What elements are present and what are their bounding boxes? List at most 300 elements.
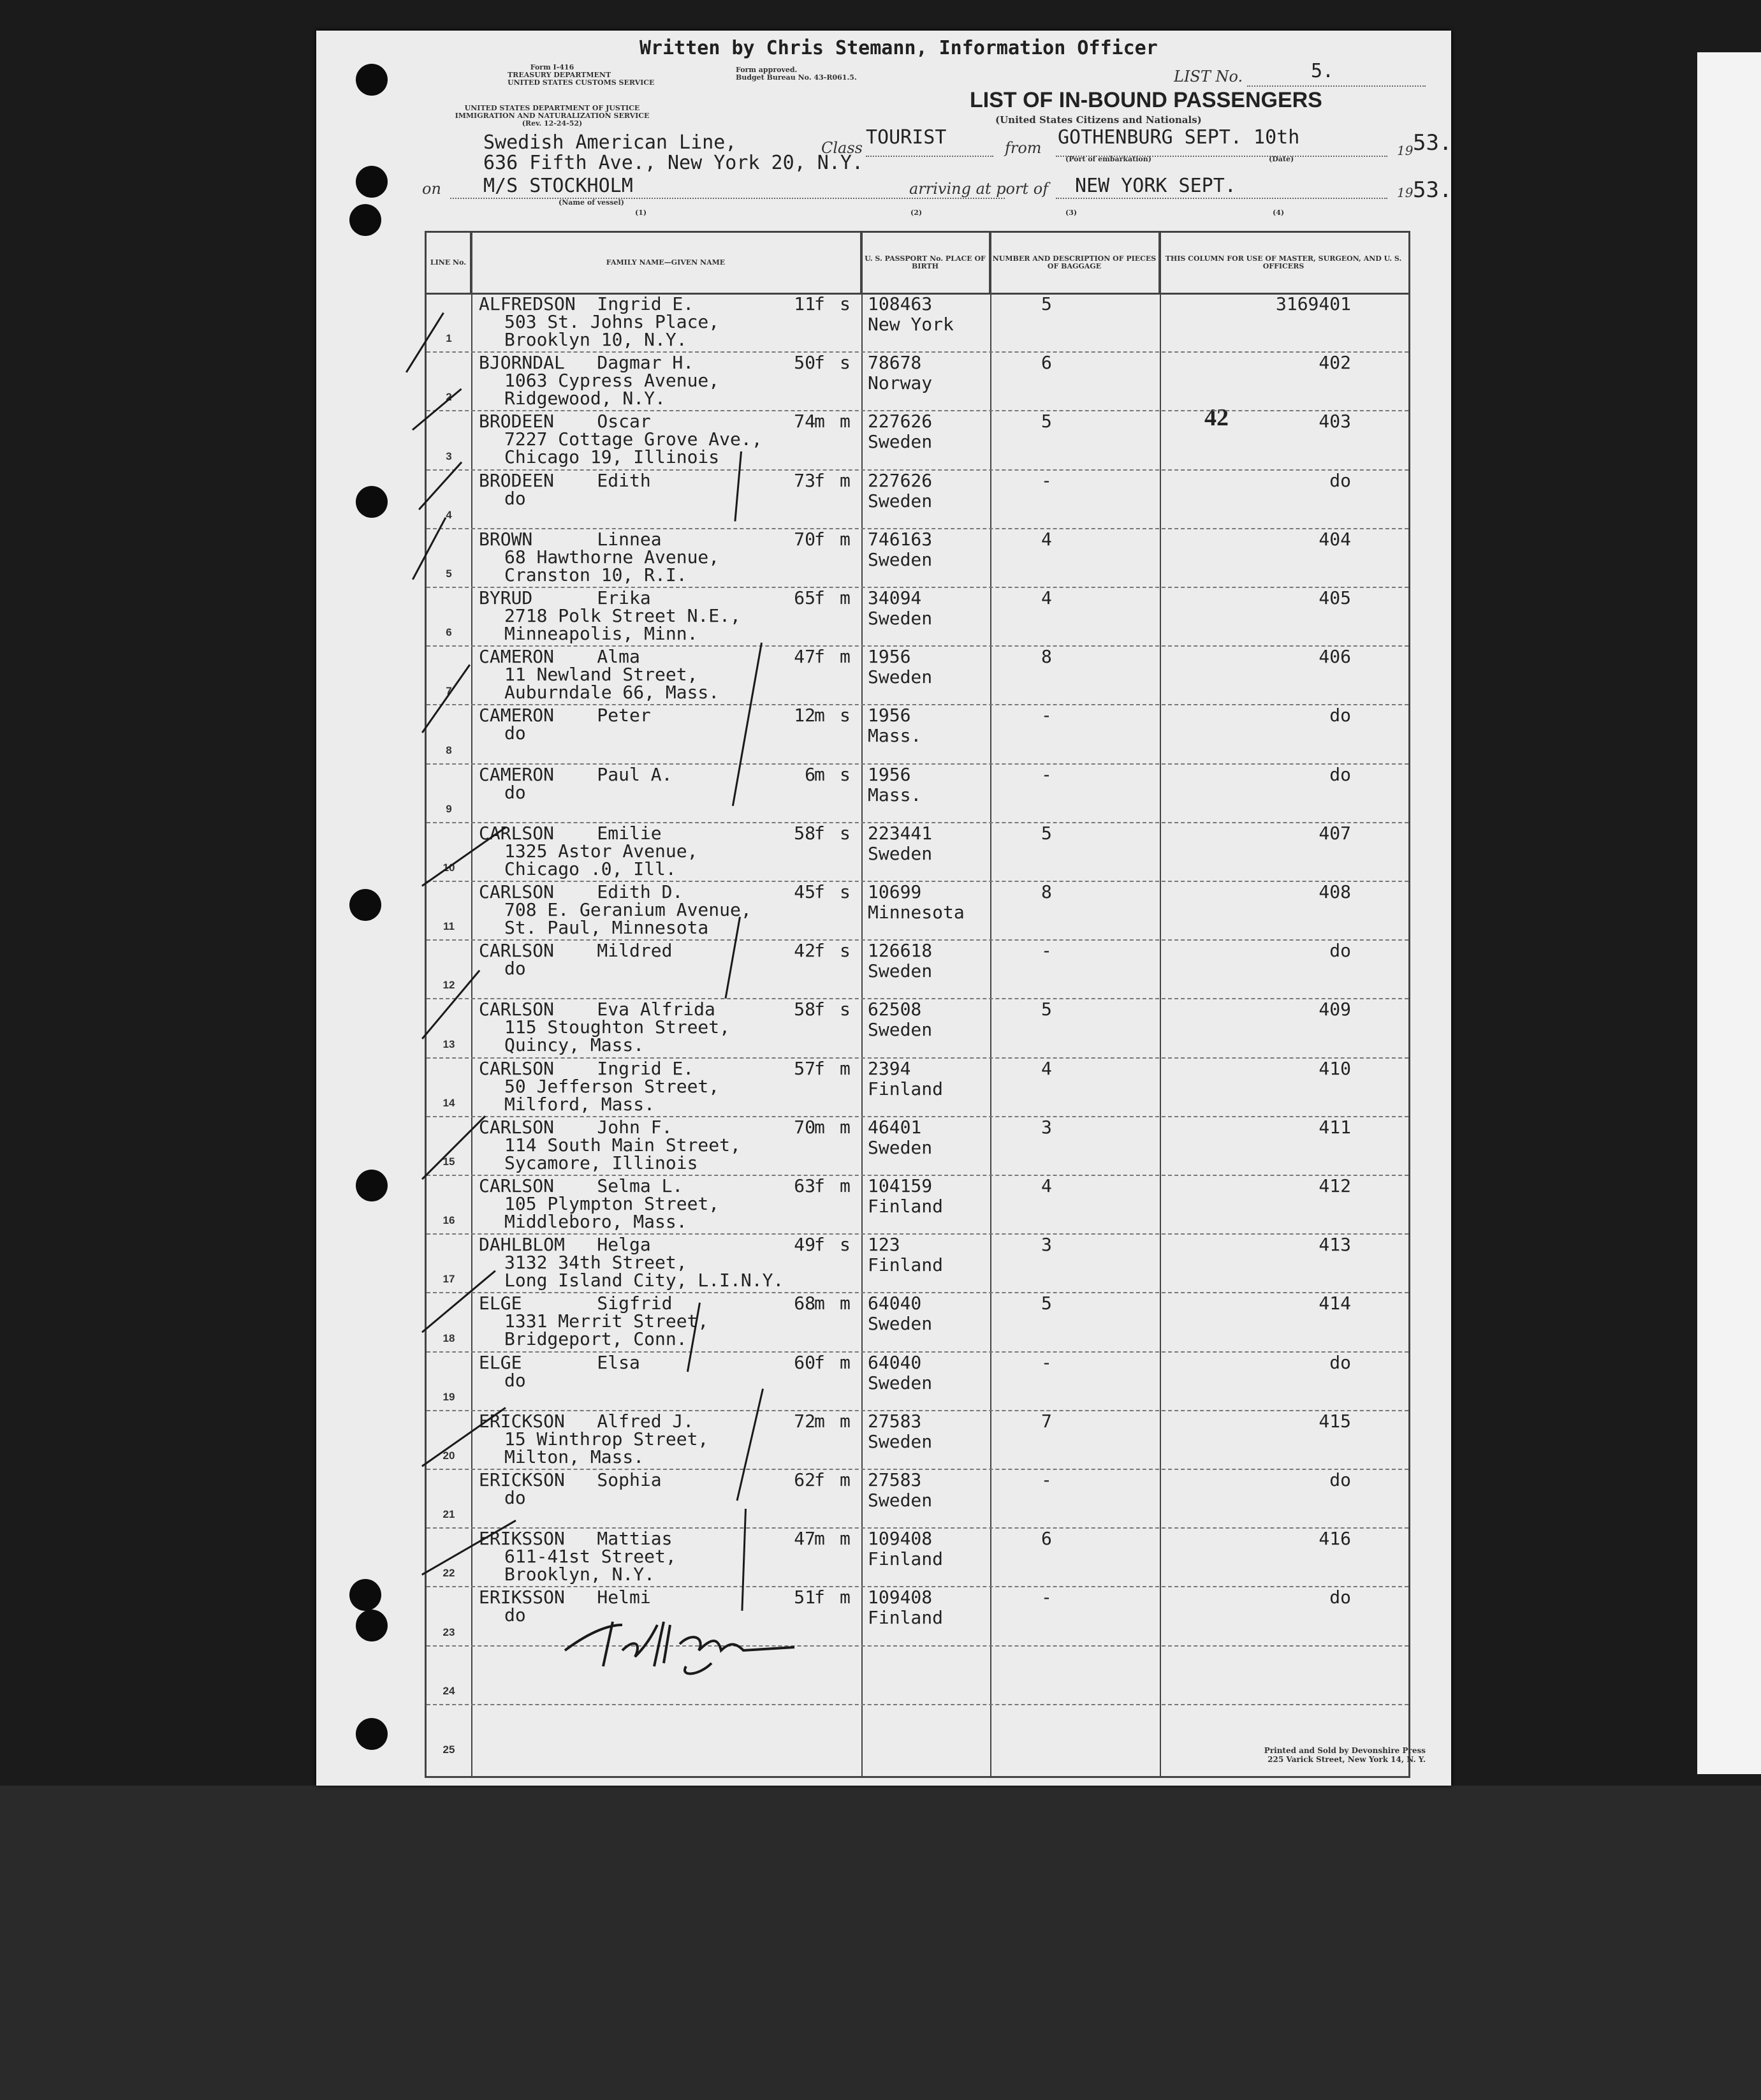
passenger-sex: f [814, 1469, 825, 1490]
place-of-birth: Sweden [868, 1490, 933, 1511]
passport-number: 126618 [868, 940, 933, 962]
passenger-age: 65 [794, 587, 815, 608]
passenger-name: CARLSON Emilie [479, 822, 662, 844]
passenger-name: ELGE Sigfrid [479, 1293, 673, 1314]
customs-text: UNITED STATES CUSTOMS SERVICE [508, 78, 655, 87]
passenger-address-1: 1325 Astor Avenue, [504, 840, 698, 862]
passenger-address-2: Auburndale 66, Mass. [504, 682, 720, 703]
punch-hole [356, 1170, 388, 1201]
passenger-address-1: 105 Plympton Street, [504, 1193, 720, 1214]
line-number: 17 [442, 1273, 455, 1286]
baggage-count: 4 [1041, 1057, 1052, 1079]
passenger-address-1: 115 Stoughton Street, [504, 1017, 731, 1038]
shipping-address: 636 Fifth Ave., New York 20, N.Y. [483, 152, 864, 174]
passport-number: 34094 [868, 587, 922, 608]
passenger-age: 12 [794, 705, 815, 726]
passenger-name: CARLSON Mildred [479, 940, 673, 962]
passenger-age: 57 [794, 1057, 815, 1079]
passenger-age: 58 [794, 999, 815, 1020]
passenger-age: 6 [805, 763, 815, 785]
passenger-address-1: 611-41st Street, [504, 1546, 676, 1568]
passport-number: 223441 [868, 822, 933, 844]
passenger-address-2: Bridgeport, Conn. [504, 1328, 687, 1350]
line-number: 21 [442, 1508, 455, 1521]
officer-number: do [1329, 1469, 1351, 1490]
passenger-address-1: 1063 Cypress Avenue, [504, 370, 720, 392]
marital-status: m [840, 1587, 851, 1608]
passenger-sex: m [814, 763, 825, 785]
passenger-name: ALFREDSON Ingrid E. [479, 293, 694, 314]
marital-status: m [840, 1410, 851, 1432]
line-number: 18 [442, 1332, 455, 1344]
passenger-sex: f [814, 1351, 825, 1373]
line-number: 5 [446, 568, 452, 580]
header-line-no: LINE No. [427, 233, 471, 293]
passenger-address-2: Milton, Mass. [504, 1446, 645, 1467]
passport-number: 227626 [868, 469, 933, 491]
marital-status: m [840, 1528, 851, 1550]
signature [552, 1606, 820, 1682]
officer-number: 413 [1319, 1234, 1351, 1256]
passenger-sex: f [814, 646, 825, 668]
punch-hole [349, 889, 381, 921]
line-number: 12 [442, 979, 455, 992]
passenger-name: CARLSON John F. [479, 1116, 673, 1138]
passenger-sex: f [814, 528, 825, 550]
col-divider [861, 233, 863, 1776]
officer-number: 415 [1319, 1410, 1351, 1432]
marital-status: s [840, 705, 851, 726]
place-of-birth: Finland [868, 1254, 944, 1276]
passenger-name: CAMERON Paul A. [479, 763, 673, 785]
officer-number: 404 [1319, 528, 1351, 550]
marital-status: s [840, 999, 851, 1020]
passenger-age: 49 [794, 1234, 815, 1256]
passenger-age: 50 [794, 352, 815, 374]
passenger-sex: f [814, 352, 825, 374]
baggage-count: 4 [1041, 1175, 1052, 1196]
passenger-address-1: do [504, 1369, 526, 1391]
passenger-address-2: Chicago .0, Ill. [504, 858, 676, 879]
officer-number: 406 [1319, 646, 1351, 668]
col-num-1: (1) [635, 209, 647, 217]
baggage-count: 5 [1041, 822, 1052, 844]
passport-number: 64040 [868, 1293, 922, 1314]
passenger-sex: m [814, 705, 825, 726]
year-1: 53. [1413, 130, 1452, 156]
passenger-name: BRODEEN Oscar [479, 411, 651, 432]
marital-status: m [840, 528, 851, 550]
footer-line-2: 225 Varick Street, New York 14, N. Y. [1268, 1755, 1426, 1764]
passenger-address-1: 1331 Merrit Street, [504, 1311, 709, 1332]
budget-approval [736, 66, 857, 82]
place-of-birth: Sweden [868, 608, 933, 629]
passenger-address-2: Brooklyn, N.Y. [504, 1564, 655, 1585]
marital-status: s [840, 822, 851, 844]
passenger-age: 47 [794, 646, 815, 668]
passenger-age: 72 [794, 1410, 815, 1432]
passenger-name: ELGE Elsa [479, 1351, 640, 1373]
marital-status: m [840, 469, 851, 491]
place-of-birth: Sweden [868, 548, 933, 570]
arriving-label: arriving at port of [909, 180, 1049, 198]
officer-number: do [1329, 1587, 1351, 1608]
passenger-address-1: do [504, 781, 526, 803]
class-value: TOURIST [866, 126, 947, 149]
passenger-address-1: 2718 Polk Street N.E., [504, 605, 741, 626]
passenger-sex: f [814, 940, 825, 962]
officer-number: 403 [1319, 411, 1351, 432]
officer-number: 407 [1319, 822, 1351, 844]
place-of-birth: Sweden [868, 1019, 933, 1041]
place-of-birth: Finland [868, 1548, 944, 1570]
passenger-name: CARLSON Ingrid E. [479, 1057, 694, 1079]
passport-number: 64040 [868, 1351, 922, 1373]
port-embark-caption: (Port of embarkation) [1065, 155, 1151, 163]
arrival-underline [1056, 198, 1387, 199]
adjacent-page-edge [1697, 52, 1761, 1774]
passenger-address-2: Cranston 10, R.I. [504, 564, 687, 585]
passenger-address-1: do [504, 958, 526, 980]
baggage-count: 3 [1041, 1234, 1052, 1256]
baggage-count: 8 [1041, 646, 1052, 668]
punch-hole [356, 166, 388, 198]
passenger-name: BYRUD Erika [479, 587, 651, 608]
officer-number: do [1329, 1351, 1351, 1373]
passenger-address-1: do [504, 1604, 526, 1626]
list-label: LIST No. [1174, 68, 1243, 85]
place-of-birth: Finland [868, 1078, 944, 1099]
officer-number: do [1329, 940, 1351, 962]
passenger-sex: f [814, 822, 825, 844]
passenger-address-1: 68 Hawthorne Avenue, [504, 546, 720, 568]
line-number: 1 [446, 332, 452, 345]
place-of-birth: Finland [868, 1196, 944, 1217]
approved-text: Form approved. [736, 66, 798, 74]
list-underline [1247, 85, 1426, 87]
place-of-birth: Norway [868, 372, 933, 394]
list-number: 5. [1311, 60, 1334, 82]
marital-status: m [840, 1116, 851, 1138]
rev-text: (Rev. 12-24-52) [522, 119, 583, 128]
form-no-text: Form I-416 [530, 63, 574, 71]
passenger-name: BROWN Linnea [479, 528, 662, 550]
passenger-address-2: St. Paul, Minnesota [504, 917, 709, 938]
ins-text: IMMIGRATION AND NATURALIZATION SERVICE [455, 112, 650, 120]
line-number: 15 [442, 1156, 455, 1168]
place-of-birth: Sweden [868, 431, 933, 453]
passenger-age: 62 [794, 1469, 815, 1490]
officer-number: 410 [1319, 1057, 1351, 1079]
marital-status: m [840, 1351, 851, 1373]
watermark-caption: Written by Chris Stemann, Information Officer [639, 37, 1158, 59]
passenger-name: ERICKSON Sophia [479, 1469, 662, 1490]
footer-line-1: Printed and Sold by Devonshire Press [1264, 1746, 1426, 1755]
vessel-caption: (Name of vessel) [559, 198, 624, 207]
marital-status: s [840, 881, 851, 902]
place-of-birth: Sweden [868, 960, 933, 982]
passenger-name: ERIKSSON Helmi [479, 1587, 651, 1608]
passenger-address-1: 50 Jefferson Street, [504, 1075, 720, 1097]
justice-text: UNITED STATES DEPARTMENT OF JUSTICE [464, 104, 640, 112]
passenger-address-2: Brooklyn 10, N.Y. [504, 329, 687, 350]
passenger-address-1: do [504, 1487, 526, 1508]
header-name: FAMILY NAME—GIVEN NAME [471, 233, 861, 293]
passenger-address-2: Minneapolis, Minn. [504, 623, 698, 644]
line-number: 9 [446, 802, 452, 815]
passenger-address-1: 11 Newland Street, [504, 664, 698, 686]
officer-number: 411 [1319, 1116, 1351, 1138]
col-num-3: (3) [1065, 209, 1078, 217]
passenger-address-2: Milford, Mass. [504, 1093, 655, 1115]
passport-number: 1956 [868, 763, 911, 785]
marital-status: m [840, 587, 851, 608]
baggage-count: - [1041, 763, 1052, 785]
vessel-name: M/S STOCKHOLM [483, 175, 633, 197]
officer-number: 416 [1319, 1528, 1351, 1550]
passport-number: 10699 [868, 881, 922, 902]
place-of-birth: Minnesota [868, 902, 965, 923]
baggage-count: - [1041, 705, 1052, 726]
date-caption: (Date) [1269, 155, 1294, 163]
passenger-name: ERIKSSON Mattias [479, 1528, 673, 1550]
passenger-address-1: 708 E. Geranium Avenue, [504, 899, 752, 920]
marital-status: m [840, 411, 851, 432]
col-num-4: (4) [1273, 209, 1285, 217]
baggage-count: 5 [1041, 411, 1052, 432]
col-divider [990, 233, 991, 1776]
marital-status: s [840, 763, 851, 785]
marital-status: m [840, 1293, 851, 1314]
baggage-count: 7 [1041, 1410, 1052, 1432]
punch-hole [356, 1718, 388, 1750]
passport-number: 27583 [868, 1469, 922, 1490]
passenger-address-1: 3132 34th Street, [504, 1252, 687, 1274]
passport-number: 62508 [868, 999, 922, 1020]
page-title: LIST OF IN-BOUND PASSENGERS [970, 88, 1322, 112]
line-number: 20 [442, 1450, 455, 1462]
class-underline [866, 156, 993, 157]
passenger-sex: f [814, 293, 825, 314]
marital-status: s [840, 940, 851, 962]
passport-number: 2394 [868, 1057, 911, 1079]
passport-number: 1956 [868, 646, 911, 668]
punch-hole [349, 1579, 381, 1611]
passenger-name: BJORNDAL Dagmar H. [479, 352, 694, 374]
baggage-count: 5 [1041, 999, 1052, 1020]
passenger-sex: f [814, 1234, 825, 1256]
place-of-birth: Sweden [868, 1372, 933, 1393]
baggage-count: - [1041, 1469, 1052, 1490]
passport-number: 104159 [868, 1175, 933, 1196]
passenger-address-1: do [504, 723, 526, 744]
passenger-address-1: 114 South Main Street, [504, 1134, 741, 1156]
baggage-count: 6 [1041, 352, 1052, 374]
marital-status: s [840, 352, 851, 374]
line-number: 24 [442, 1684, 455, 1697]
officer-number: 405 [1319, 587, 1351, 608]
passenger-age: 60 [794, 1351, 815, 1373]
line-number: 8 [446, 744, 452, 756]
passenger-address-2: Quincy, Mass. [504, 1034, 645, 1056]
baggage-count: 8 [1041, 881, 1052, 902]
passenger-sex: m [814, 1528, 825, 1550]
passport-number: 227626 [868, 411, 933, 432]
line-number: 23 [442, 1626, 455, 1638]
passenger-age: 63 [794, 1175, 815, 1196]
passenger-age: 73 [794, 469, 815, 491]
from-label: from [1005, 139, 1042, 157]
line-number: 6 [446, 626, 452, 639]
line-number: 3 [446, 450, 452, 462]
punch-hole [356, 1610, 388, 1641]
place-of-birth: Sweden [868, 666, 933, 688]
line-number: 11 [443, 920, 455, 933]
passenger-age: 47 [794, 1528, 815, 1550]
passenger-name: DAHLBLOM Helga [479, 1234, 651, 1256]
header-passport: U. S. PASSPORT No. PLACE OF BIRTH [861, 233, 990, 293]
year-prefix: 19 [1397, 143, 1414, 158]
marital-status: m [840, 1057, 851, 1079]
passport-number: 109408 [868, 1528, 933, 1550]
marital-status: m [840, 1175, 851, 1196]
passenger-age: 58 [794, 822, 815, 844]
vessel-underline [450, 198, 1005, 199]
passenger-sex: m [814, 1116, 825, 1138]
baggage-count: 5 [1041, 1293, 1052, 1314]
row-divider [427, 1704, 1408, 1705]
passenger-name: BRODEEN Edith [479, 469, 651, 491]
passenger-age: 70 [794, 1116, 815, 1138]
passenger-name: CAMERON Peter [479, 705, 651, 726]
form-number [508, 63, 655, 87]
passenger-sex: f [814, 469, 825, 491]
line-number: 22 [442, 1567, 455, 1580]
officer-number: 402 [1319, 352, 1351, 374]
baggage-count: 5 [1041, 293, 1052, 314]
baggage-count: - [1041, 1351, 1052, 1373]
header-baggage: NUMBER AND DESCRIPTION OF PIECES OF BAGGAGE [990, 233, 1160, 293]
line-number: 7 [446, 685, 452, 698]
justice-dept [418, 105, 686, 128]
officer-number: do [1329, 705, 1351, 726]
baggage-count: - [1041, 940, 1052, 962]
officer-number: 414 [1319, 1293, 1351, 1314]
passenger-address-1: 15 Winthrop Street, [504, 1428, 709, 1450]
passenger-name: ERICKSON Alfred J. [479, 1410, 694, 1432]
officer-number: 409 [1319, 999, 1351, 1020]
passenger-name: CAMERON Alma [479, 646, 640, 668]
passenger-sex: m [814, 411, 825, 432]
officer-number: 408 [1319, 881, 1351, 902]
passenger-age: 11 [794, 293, 815, 314]
passport-number: 746163 [868, 528, 933, 550]
baggage-count: 4 [1041, 587, 1052, 608]
passenger-address-1: 7227 Cottage Grove Ave., [504, 429, 763, 450]
marital-status: m [840, 1469, 851, 1490]
passenger-sex: f [814, 881, 825, 902]
passenger-age: 51 [794, 1587, 815, 1608]
passport-number: 78678 [868, 352, 922, 374]
page-subtitle: (United States Citizens and Nationals) [995, 114, 1202, 126]
place-of-birth: Sweden [868, 1313, 933, 1335]
shipping-line: Swedish American Line, [483, 131, 737, 154]
passenger-address-1: 503 St. Johns Place, [504, 311, 720, 332]
budget-text: Budget Bureau No. 43-R061.5. [736, 73, 857, 82]
passenger-table [425, 231, 1410, 1778]
passport-number: 1956 [868, 705, 911, 726]
on-label: on [422, 180, 441, 198]
passenger-address-2: Sycamore, Illinois [504, 1152, 698, 1173]
line-number: 14 [442, 1096, 455, 1109]
embarkation: GOTHENBURG SEPT. 10th [1058, 126, 1300, 149]
line-number: 19 [442, 1390, 455, 1403]
year-2: 53. [1413, 177, 1452, 203]
punch-hole [349, 204, 381, 236]
place-of-birth: Mass. [868, 725, 922, 747]
officer-number: do [1329, 469, 1351, 491]
passenger-sex: f [814, 1587, 825, 1608]
passenger-name: CARLSON Edith D. [479, 881, 683, 902]
year-prefix-2: 19 [1397, 185, 1414, 200]
arrival-port: NEW YORK SEPT. [1075, 175, 1236, 197]
place-of-birth: Mass. [868, 784, 922, 805]
marital-status: s [840, 293, 851, 314]
dept-text: TREASURY DEPARTMENT [508, 71, 611, 79]
baggage-count: - [1041, 1587, 1052, 1608]
passport-number: 108463 [868, 293, 933, 314]
passenger-address-2: Long Island City, L.I.N.Y. [504, 1270, 784, 1291]
passenger-address-2: Middleboro, Mass. [504, 1211, 687, 1232]
passenger-age: 68 [794, 1293, 815, 1314]
passenger-address-2: Ridgewood, N.Y. [504, 388, 666, 409]
passenger-sex: f [814, 587, 825, 608]
line-number: 13 [442, 1038, 455, 1050]
passport-number: 27583 [868, 1410, 922, 1432]
punch-hole [356, 64, 388, 96]
passenger-address-2: Chicago 19, Illinois [504, 446, 720, 468]
line-number: 25 [442, 1744, 455, 1756]
passenger-sex: m [814, 1293, 825, 1314]
place-of-birth: Sweden [868, 1136, 933, 1158]
col-num-2: (2) [910, 209, 923, 217]
baggage-count: 6 [1041, 1528, 1052, 1550]
marital-status: s [840, 1234, 851, 1256]
punch-hole [356, 486, 388, 518]
passenger-sex: f [814, 999, 825, 1020]
line-number: 4 [446, 508, 452, 521]
class-label: Class [821, 139, 863, 157]
passenger-name: CARLSON Selma L. [479, 1175, 683, 1196]
marital-status: m [840, 646, 851, 668]
passenger-age: 74 [794, 411, 815, 432]
line-number: 10 [442, 862, 455, 874]
passenger-address-1: do [504, 487, 526, 509]
passenger-sex: f [814, 1057, 825, 1079]
passenger-name: CARLSON Eva Alfrida [479, 999, 715, 1020]
officer-number: 412 [1319, 1175, 1351, 1196]
stamp-number: 42 [1204, 404, 1229, 431]
baggage-count: 3 [1041, 1116, 1052, 1138]
place-of-birth: Sweden [868, 490, 933, 511]
passenger-age: 42 [794, 940, 815, 962]
scan-background [0, 1786, 1761, 2100]
header-officers: THIS COLUMN FOR USE OF MASTER, SURGEON, AND U. S. OFFICERS [1165, 254, 1402, 270]
passport-number: 123 [868, 1234, 900, 1256]
passport-number: 109408 [868, 1587, 933, 1608]
passenger-age: 70 [794, 528, 815, 550]
line-number: 16 [442, 1214, 455, 1227]
